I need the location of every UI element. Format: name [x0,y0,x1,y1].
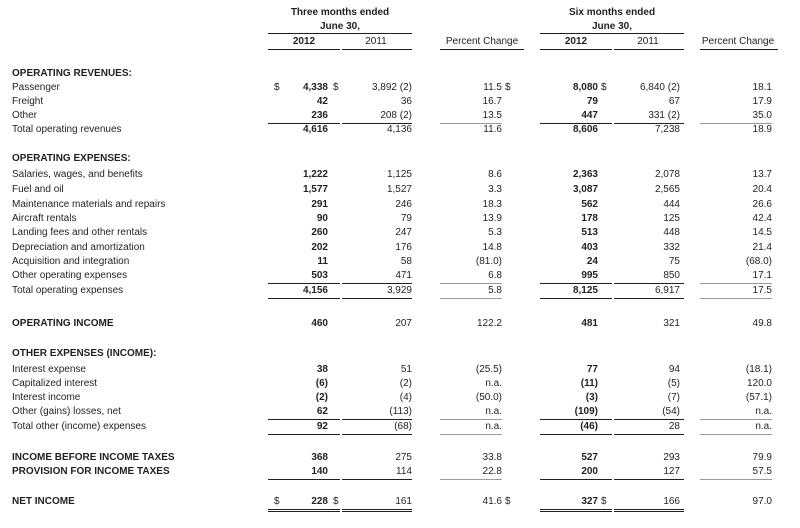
cell-s12: 3,087 [572,184,598,195]
pct-underline-rule [700,123,772,124]
underline-rule [540,419,612,420]
cell-q11: 161 [395,496,412,507]
cell-qpct: 6.8 [488,270,502,281]
cell-s11: 444 [663,199,680,210]
cell-s12: 2,363 [572,169,598,180]
cell-s12: 562 [581,199,598,210]
col-rule-2012-three [268,49,340,50]
underline-rule [268,434,340,435]
cell-q11: 247 [395,227,412,238]
underline-rule [268,419,340,420]
cell-qpct: 13.9 [482,213,502,224]
cell-q12: 236 [311,110,328,121]
underline-rule [614,298,684,299]
pct-underline-rule [440,434,502,435]
cell-s12: (109) [574,406,598,417]
header-rule-six-months [540,33,684,34]
cell-spct: 13.7 [752,169,772,180]
cell-s11: 2,078 [654,169,680,180]
double-underline-rule [342,509,412,510]
cell-s11: 332 [663,242,680,253]
pct-underline-rule [700,298,772,299]
cell-q11: 1,527 [386,184,412,195]
cell-qpct: 14.8 [482,242,502,253]
cell-q11: (2) [399,378,412,389]
cell-qpct: 5.8 [488,285,502,296]
cell-qpct: 11.5 [483,82,502,93]
cell-spct: 18.1 [752,82,772,93]
cell-s12: 77 [586,364,598,375]
cell-s12: 178 [581,213,598,224]
cell-qpct: 13.5 [482,110,502,121]
cell-q11: 471 [395,270,412,281]
cell-qpct: n.a. [485,421,502,432]
cell-s12: 403 [581,242,598,253]
row-label: Total other (income) expenses [12,421,146,432]
row-label: NET INCOME [12,496,75,507]
cell-qpct: 8.6 [488,169,502,180]
cell-s12: 24 [586,256,598,267]
cell-s12: (46) [580,421,598,432]
col-2011-six-months: 2011 [637,36,659,47]
cell-q11: (4) [399,392,412,403]
pct-underline-rule [440,479,502,480]
cell-s11: 448 [663,227,680,238]
cell-q12: (2) [315,392,328,403]
double-underline-rule [614,509,684,510]
cell-s11: (54) [662,406,680,417]
col-pct-change-six-months: Percent Change [701,36,775,47]
cell-q12: 38 [316,364,328,375]
three-months-header-line2: June 30, [319,21,361,32]
cell-q11: 3,929 [386,285,412,296]
cell-q12: 202 [311,242,328,253]
cell-spct: (68.0) [745,256,772,267]
row-label: PROVISION FOR INCOME TAXES [12,466,170,477]
dollar-sign: $ [274,82,280,93]
cell-spct: (18.1) [745,364,772,375]
pct-underline-rule [700,434,772,435]
double-underline-rule [268,511,340,512]
cell-q11: 1,125 [386,169,412,180]
cell-s12: (3) [585,392,598,403]
row-label: Passenger [12,82,60,93]
cell-q12: 460 [311,318,328,329]
cell-q11: 3,892 (2) [371,82,412,93]
pct-underline-rule [700,419,772,420]
cell-s11: 75 [668,256,680,267]
underline-rule [614,419,684,420]
cell-s12: 447 [581,110,598,121]
cell-s12: 8,125 [572,285,598,296]
dollar-sign: $ [505,496,511,507]
row-label: Salaries, wages, and benefits [12,169,143,180]
underline-rule [342,298,412,299]
cell-q11: (68) [394,421,412,432]
cell-qpct: 122.2 [476,318,502,329]
cell-spct: 20.4 [752,184,772,195]
cell-s12: 327 [581,496,598,507]
cell-spct: 42.4 [752,213,772,224]
underline-rule [614,434,684,435]
col-2012-three-months: 2012 [292,36,316,47]
underline-rule [614,283,684,284]
cell-spct: 14.5 [752,227,772,238]
cell-qpct: (81.0) [475,256,502,267]
cell-spct: 120.0 [746,378,772,389]
cell-qpct: (25.5) [475,364,502,375]
cell-q12: 368 [311,452,328,463]
row-label: Total operating expenses [12,285,124,296]
col-pct-change-three-months: Percent Change [445,36,519,47]
cell-q11: 246 [395,199,412,210]
cell-s11: 6,917 [654,285,680,296]
six-months-header-line1: Six months ended [568,7,656,18]
pct-underline-rule [440,283,502,284]
cell-spct: 17.5 [752,285,772,296]
dollar-sign: $ [274,496,280,507]
cell-s12: 200 [581,466,598,477]
cell-s11: (5) [667,378,680,389]
cell-q11: 79 [400,213,412,224]
dollar-sign: $ [601,496,607,507]
cell-q12: 140 [311,466,328,477]
cell-s11: (7) [667,392,680,403]
row-label: INCOME BEFORE INCOME TAXES [12,452,175,463]
cell-qpct: 33.8 [482,452,502,463]
row-label: Depreciation and amortization [12,242,145,253]
row-label: Landing fees and other rentals [12,227,148,238]
cell-q12: 92 [316,421,328,432]
underline-rule [342,283,412,284]
cell-qpct: n.a. [485,378,502,389]
underline-rule [540,283,612,284]
cell-s11: 850 [663,270,680,281]
three-months-header-line1: Three months ended [290,7,390,18]
cell-q11: 36 [400,96,412,107]
double-underline-rule [540,509,612,510]
cell-s11: 166 [663,496,680,507]
cell-q11: 208 (2) [380,110,412,121]
underline-rule [268,298,340,299]
cell-s11: 94 [668,364,680,375]
pct-underline-rule [700,283,772,284]
double-underline-rule [268,509,340,510]
row-label: Other (gains) losses, net [12,406,121,417]
pct-underline-rule [440,419,502,420]
cell-spct: 18.9 [752,124,772,135]
cell-q12: 228 [311,496,328,507]
cell-q11: 58 [400,256,412,267]
cell-q12: 4,156 [302,285,328,296]
pct-underline-rule [440,298,502,299]
cell-qpct: 5.3 [488,227,502,238]
cell-s12: 8,080 [572,82,598,93]
row-label: Total operating revenues [12,124,122,135]
cell-q12: 62 [316,406,328,417]
cell-q12: 503 [311,270,328,281]
underline-rule [342,419,412,420]
row-label: Fuel and oil [12,184,64,195]
cell-q12: 260 [311,227,328,238]
col-rule-2012-six [540,49,612,50]
section-heading: OPERATING EXPENSES: [12,153,131,164]
cell-q11: 114 [396,466,412,477]
cell-q12: 90 [316,213,328,224]
underline-rule [540,298,612,299]
underline-rule [540,434,612,435]
cell-qpct: 41.6 [482,496,502,507]
cell-spct: 17.1 [752,270,772,281]
cell-s12: 527 [581,452,598,463]
cell-q11: 51 [400,364,412,375]
row-label: Maintenance materials and repairs [12,199,166,210]
underline-rule [268,283,340,284]
row-label: Interest expense [12,364,86,375]
underline-rule [540,479,612,480]
col-2012-six-months: 2012 [564,36,588,47]
cell-spct: 17.9 [752,96,772,107]
row-label: Other operating expenses [12,270,128,281]
cell-s11: 6,840 (2) [639,82,680,93]
cell-spct: 35.0 [752,110,772,121]
cell-spct: 49.8 [752,318,772,329]
cell-q11: (113) [389,406,412,417]
cell-s11: 127 [663,466,680,477]
cell-spct: 21.4 [752,242,772,253]
cell-s11: 67 [668,96,680,107]
double-underline-rule [540,511,612,512]
cell-s11: 7,238 [654,124,680,135]
row-label: Capitalized interest [12,378,98,389]
cell-q12: 11 [317,256,328,267]
cell-spct: n.a. [755,421,772,432]
cell-spct: 57.5 [752,466,772,477]
cell-q12: (6) [315,378,328,389]
dollar-sign: $ [333,82,339,93]
cell-qpct: 22.8 [482,466,502,477]
cell-q12: 1,222 [302,169,328,180]
dollar-sign: $ [333,496,339,507]
row-label: Other [12,110,38,121]
cell-spct: n.a. [755,406,772,417]
col-rule-pct-six [700,49,778,50]
cell-s11: 2,565 [654,184,680,195]
underline-rule [268,479,340,480]
cell-s12: 513 [581,227,598,238]
cell-q12: 291 [311,199,328,210]
cell-qpct: 11.6 [483,124,502,135]
header-rule-three-months [268,33,412,34]
section-heading: OTHER EXPENSES (INCOME): [12,348,157,359]
cell-s12: (11) [580,378,598,389]
cell-q12: 4,616 [302,124,328,135]
col-rule-pct-three [440,49,524,50]
cell-q11: 4,136 [386,124,412,135]
cell-qpct: 3.3 [488,184,502,195]
dollar-sign: $ [601,82,607,93]
double-underline-rule [342,511,412,512]
row-label: Interest income [12,392,81,403]
col-2011-three-months: 2011 [365,36,387,47]
cell-s12: 8,606 [572,124,598,135]
cell-s12: 79 [586,96,598,107]
pct-underline-rule [440,123,502,124]
cell-spct: 79.9 [752,452,772,463]
cell-s11: 125 [663,213,680,224]
cell-q11: 207 [395,318,412,329]
cell-spct: 26.6 [752,199,772,210]
row-label: Freight [12,96,44,107]
cell-spct: 97.0 [752,496,772,507]
dollar-sign: $ [505,82,511,93]
pct-underline-rule [700,479,772,480]
cell-s11: 28 [668,421,680,432]
col-rule-2011-three [342,49,412,50]
col-rule-2011-six [614,49,684,50]
cell-s12: 995 [581,270,598,281]
cell-q12: 4,338 [302,82,328,93]
underline-rule [342,434,412,435]
section-heading: OPERATING REVENUES: [12,68,132,79]
cell-s11: 331 (2) [648,110,680,121]
cell-q11: 176 [395,242,412,253]
row-label: OPERATING INCOME [12,318,114,329]
cell-qpct: 18.3 [482,199,502,210]
cell-s11: 293 [663,452,680,463]
cell-spct: (57.1) [745,392,772,403]
cell-q12: 1,577 [302,184,328,195]
cell-qpct: (50.0) [475,392,502,403]
cell-s12: 481 [581,318,598,329]
double-underline-rule [614,511,684,512]
row-label: Aircraft rentals [12,213,77,224]
cell-qpct: n.a. [485,406,502,417]
six-months-header-line2: June 30, [591,21,633,32]
underline-rule [614,479,684,480]
cell-q12: 42 [316,96,328,107]
cell-qpct: 16.7 [482,96,502,107]
underline-rule [342,479,412,480]
cell-s11: 321 [663,318,680,329]
row-label: Acquisition and integration [12,256,130,267]
cell-q11: 275 [395,452,412,463]
